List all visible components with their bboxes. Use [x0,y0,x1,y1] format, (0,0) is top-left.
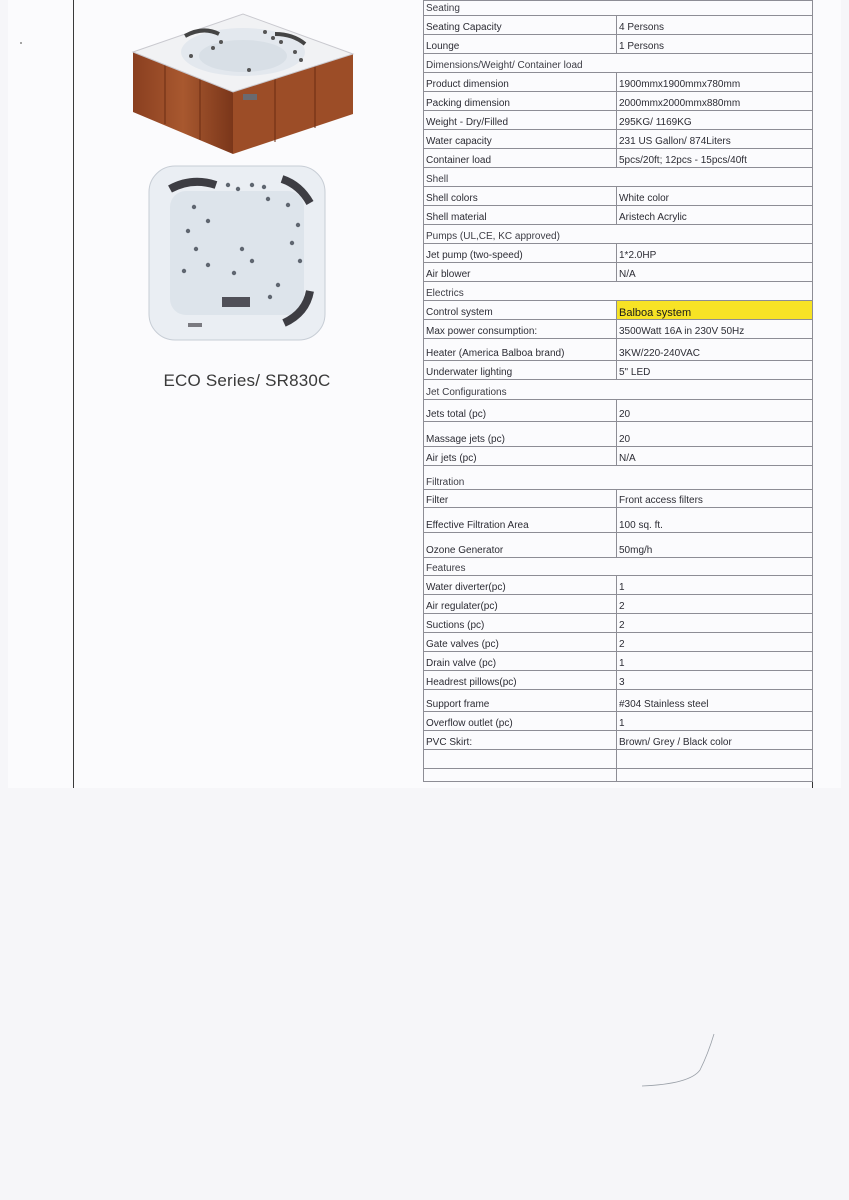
spec-label: Control system [424,301,617,320]
spec-row [424,614,813,633]
spec-label: Massage jets (pc) [424,422,617,447]
spec-row [424,731,813,750]
spec-label: Weight - Dry/Filled [424,111,617,130]
spec-row [424,508,813,533]
spec-label: Effective Filtration Area [424,508,617,533]
spec-section-row [424,54,813,73]
spec-row [424,595,813,614]
spec-value: 2 [617,633,813,652]
spec-label: Air blower [424,263,617,282]
spec-value: 5pcs/20ft; 12pcs - 15pcs/40ft [617,149,813,168]
spec-row [424,400,813,422]
hot-tub-plan-photo [148,165,326,341]
spec-label: Shell material [424,206,617,225]
spec-value: 20 [617,400,813,422]
spec-label: Seating Capacity [424,16,617,35]
spec-value: 231 US Gallon/ 874Liters [617,130,813,149]
spec-label: Water capacity [424,130,617,149]
spec-value: 3 [617,671,813,690]
spec-section-heading: Pumps (UL,CE, KC approved) [424,225,813,244]
spec-label: Air regulater(pc) [424,595,617,614]
spec-row [424,149,813,168]
spec-value [617,750,813,769]
spec-label [424,750,617,769]
specification-table [423,0,813,782]
spec-label [424,769,617,782]
spec-value: 1 [617,652,813,671]
spec-label: Jets total (pc) [424,400,617,422]
spec-section-row [424,1,813,16]
spec-value: N/A [617,263,813,282]
spec-value: White color [617,187,813,206]
spec-value: #304 Stainless steel [617,690,813,712]
spec-label: PVC Skirt: [424,731,617,750]
spec-row [424,320,813,339]
spec-value: 1 [617,712,813,731]
spec-label: Filter [424,490,617,508]
spec-value: 295KG/ 1169KG [617,111,813,130]
spec-value: 2000mmx2000mmx880mm [617,92,813,111]
spec-value: Aristech Acrylic [617,206,813,225]
spec-value: 1 Persons [617,35,813,54]
spec-value: 20 [617,422,813,447]
spec-section-row [424,558,813,576]
spec-row [424,750,813,769]
spec-value: 4 Persons [617,16,813,35]
spec-label: Product dimension [424,73,617,92]
spec-value: 50mg/h [617,533,813,558]
spec-value: 2 [617,614,813,633]
spec-value: 1 [617,576,813,595]
spec-value: 5" LED [617,361,813,380]
spec-value: 3KW/220-240VAC [617,339,813,361]
spec-row [424,73,813,92]
spec-row [424,187,813,206]
spec-section-row [424,225,813,244]
spec-row [424,339,813,361]
spec-row [424,633,813,652]
page-left-rule [73,0,74,788]
spec-label: Headrest pillows(pc) [424,671,617,690]
spec-section-heading: Shell [424,168,813,187]
spec-row [424,111,813,130]
spec-label: Shell colors [424,187,617,206]
hot-tub-perspective-photo [125,12,357,154]
spec-row [424,16,813,35]
spec-label: Underwater lighting [424,361,617,380]
spec-row [424,361,813,380]
spec-row [424,35,813,54]
spec-row [424,671,813,690]
spec-label: Overflow outlet (pc) [424,712,617,731]
pen-mark [640,1030,720,1090]
spec-label: Jet pump (two-speed) [424,244,617,263]
spec-section-heading: Dimensions/Weight/ Container load [424,54,813,73]
spec-row [424,263,813,282]
spec-row [424,244,813,263]
spec-section-row [424,466,813,490]
spec-row [424,130,813,149]
spec-row [424,690,813,712]
spec-section-heading: Electrics [424,282,813,301]
spec-row [424,652,813,671]
spec-label: Ozone Generator [424,533,617,558]
spec-value: 1900mmx1900mmx780mm [617,73,813,92]
spec-label: Water diverter(pc) [424,576,617,595]
spec-label: Suctions (pc) [424,614,617,633]
spec-row [424,533,813,558]
spec-row [424,206,813,225]
spec-label: Air jets (pc) [424,447,617,466]
spec-value: 3500Watt 16A in 230V 50Hz [617,320,813,339]
spec-row [424,769,813,782]
scan-speck [20,42,22,44]
spec-value [617,769,813,782]
spec-label: Gate valves (pc) [424,633,617,652]
spec-row [424,490,813,508]
spec-label: Drain valve (pc) [424,652,617,671]
spec-section-row [424,168,813,187]
spec-row [424,712,813,731]
spec-label: Lounge [424,35,617,54]
spec-label: Max power consumption: [424,320,617,339]
spec-label: Container load [424,149,617,168]
spec-section-heading: Jet Configurations [424,380,813,400]
spec-section-heading: Seating [424,1,813,16]
spec-section-heading: Features [424,558,813,576]
spec-section-row [424,282,813,301]
spec-value: 1*2.0HP [617,244,813,263]
spec-section-heading: Filtration [424,466,813,490]
spec-value: 2 [617,595,813,614]
spec-row [424,422,813,447]
spec-row [424,576,813,595]
spec-label: Heater (America Balboa brand) [424,339,617,361]
spec-value: 100 sq. ft. [617,508,813,533]
spec-label: Support frame [424,690,617,712]
spec-row [424,447,813,466]
spec-label: Packing dimension [424,92,617,111]
spec-value-highlighted: Balboa system [617,301,813,320]
spec-value: Front access filters [617,490,813,508]
spec-value: Brown/ Grey / Black color [617,731,813,750]
spec-row [424,301,813,320]
product-series-title: ECO Series/ SR830C [163,371,331,390]
spec-value: N/A [617,447,813,466]
spec-section-row [424,380,813,400]
spec-row [424,92,813,111]
